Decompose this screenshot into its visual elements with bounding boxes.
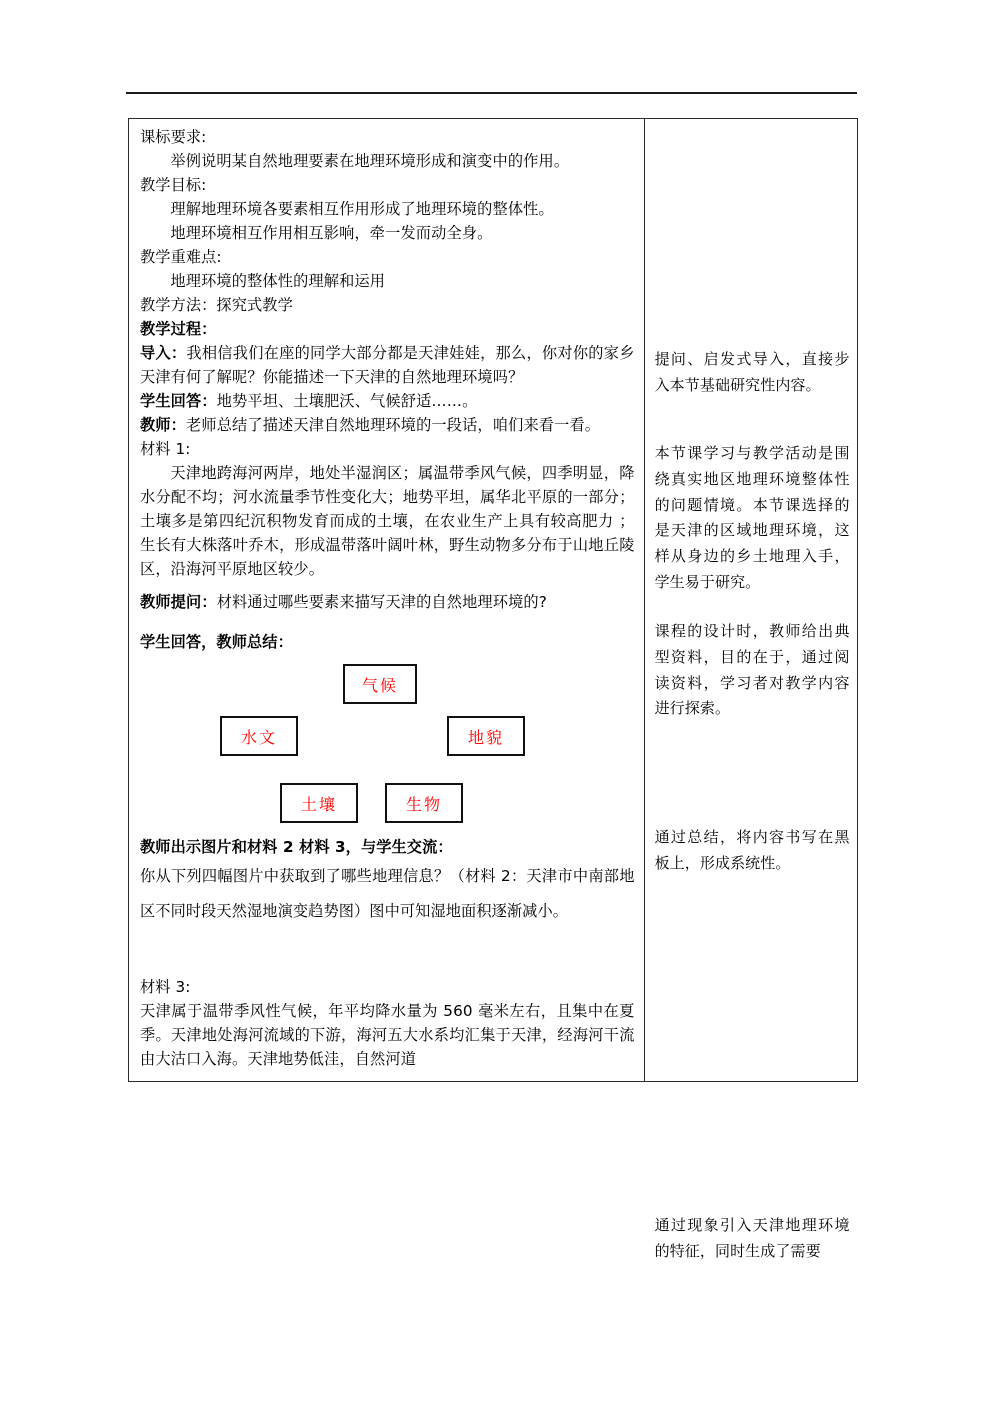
teaching-process-label: 教学过程： (140, 320, 217, 339)
student-answer-summary-label: 学生回答，教师总结： (140, 633, 293, 652)
lesson-plan-table (128, 118, 858, 1260)
note-3-wrap (655, 619, 850, 722)
spacer (140, 929, 635, 975)
teacher-question-text: 材料通过哪些要素来描写天津的自然地理环境的? (216, 593, 547, 612)
teaching-note-2: 本节课学习与教学活动是围绕真实地区地理环境整体性的问题情境。本节课选择的是天津的区域地理环境，这样从身边的乡土地理入手，学生易于研究。 (654, 444, 850, 591)
lesson-content-column (129, 119, 645, 1081)
diagram-node-landform (447, 716, 525, 756)
note-4-wrap (655, 825, 850, 877)
diagram-node-soil-label: 土壤 (300, 794, 337, 814)
lead-in-paragraph (140, 341, 635, 389)
teacher-label: 教师： (140, 416, 187, 435)
spacer (140, 614, 635, 630)
teaching-goal-2: 地理环境相互作用相互影响，牵一发而动全身。 (170, 224, 493, 243)
student-answer-text: 地势平坦、土壤肥沃、气候舒适……。 (216, 392, 478, 411)
teaching-goal-label: 教学目标: (140, 176, 207, 195)
geographic-elements-diagram (140, 658, 635, 833)
key-difficulty-body: 地理环境的整体性的理解和运用 (170, 272, 386, 291)
student-answer-paragraph (140, 389, 635, 413)
diagram-node-climate-label: 气候 (361, 675, 398, 695)
lead-in-label: 导入： (140, 344, 187, 363)
diagram-node-hydrology-label: 水文 (240, 727, 277, 747)
diagram-node-climate (343, 664, 417, 704)
standard-requirement-body: 举例说明某自然地理要素在地理环境形成和演变中的作用。 (170, 152, 570, 171)
spacer (140, 581, 635, 590)
diagram-node-landform-label: 地貌 (467, 727, 504, 747)
key-difficulty-label: 教学重难点: (140, 248, 222, 267)
material3-label: 材料 3: (140, 978, 191, 997)
diagram-node-soil (280, 783, 358, 823)
standard-requirement-label: 课标要求: (140, 128, 207, 146)
teaching-note-1: 提问、启发式导入，直接步入本节基础研究性内容。 (654, 350, 850, 394)
lead-in-text: 我相信我们在座的同学大部分都是天津娃娃，那么，你对你的家乡天津有何了解呢？你能描述一下天津的自然地理环境吗？ (140, 344, 635, 387)
show-materials-label: 教师出示图片和材料 2 材料 3，与学生交流： (140, 838, 453, 857)
teaching-note-5: 通过现象引入天津地理环境的特征，同时生成了需要 (654, 1216, 850, 1260)
diagram-node-biology (385, 783, 463, 823)
teacher-text: 老师总结了描述天津自然地理环境的一段话，咱们来看一看。 (186, 416, 601, 435)
note-1-wrap (655, 347, 850, 399)
material1-text: 天津地跨海河两岸，地处半湿润区；属温带季风气候，四季明显，降水分配不均；河水流量季节性变化大；地势平坦，属华北平原的一部分；土壤多是第四纪沉积物发育而成的土壤，在农业生产上具有较高肥力 ；生长有大株落叶乔木，形成温带落叶阔叶林，野生动物多分布于山地丘陵区，沿海河平原地区较少。 (140, 464, 635, 579)
diagram-node-hydrology (220, 716, 298, 756)
student-answer-label: 学生回答： (140, 392, 217, 411)
teacher-question-paragraph (140, 590, 635, 614)
teaching-note-3: 课程的设计时，教师给出典型资料，目的在于，通过阅读资料，学习者对教学内容进行探索。 (654, 622, 850, 718)
teaching-note-4: 通过总结，将内容书写在黑板上，形成系统性。 (654, 828, 850, 872)
teaching-goal-1: 理解地理环境各要素相互作用形成了地理环境的整体性。 (170, 200, 554, 219)
teacher-question-label: 教师提问： (140, 593, 217, 612)
teaching-method: 教学方法：探究式教学 (140, 296, 293, 315)
teacher-paragraph (140, 413, 635, 437)
show-materials-text: 你从下列四幅图片中获取到了哪些地理信息？（材料 2：天津市中南部地区不同时段天然湿地演变趋势图）图中可知湿地面积逐渐减小。 (140, 867, 635, 921)
diagram-node-biology-label: 生物 (405, 794, 442, 814)
note-2-wrap (655, 441, 850, 596)
material3-text: 天津属于温带季风性气候，年平均降水量为 560 毫米左右，且集中在夏季。天津地处海河流域的下游，海河五大水系均汇集于天津，经海河干流由大沽口入海。天津地势低洼，自然河道 (140, 1002, 635, 1069)
material1-label: 材料 1: (140, 440, 191, 459)
teaching-notes-column (645, 119, 857, 1260)
note-5-wrap (655, 1213, 850, 1265)
header-rule (126, 92, 857, 94)
